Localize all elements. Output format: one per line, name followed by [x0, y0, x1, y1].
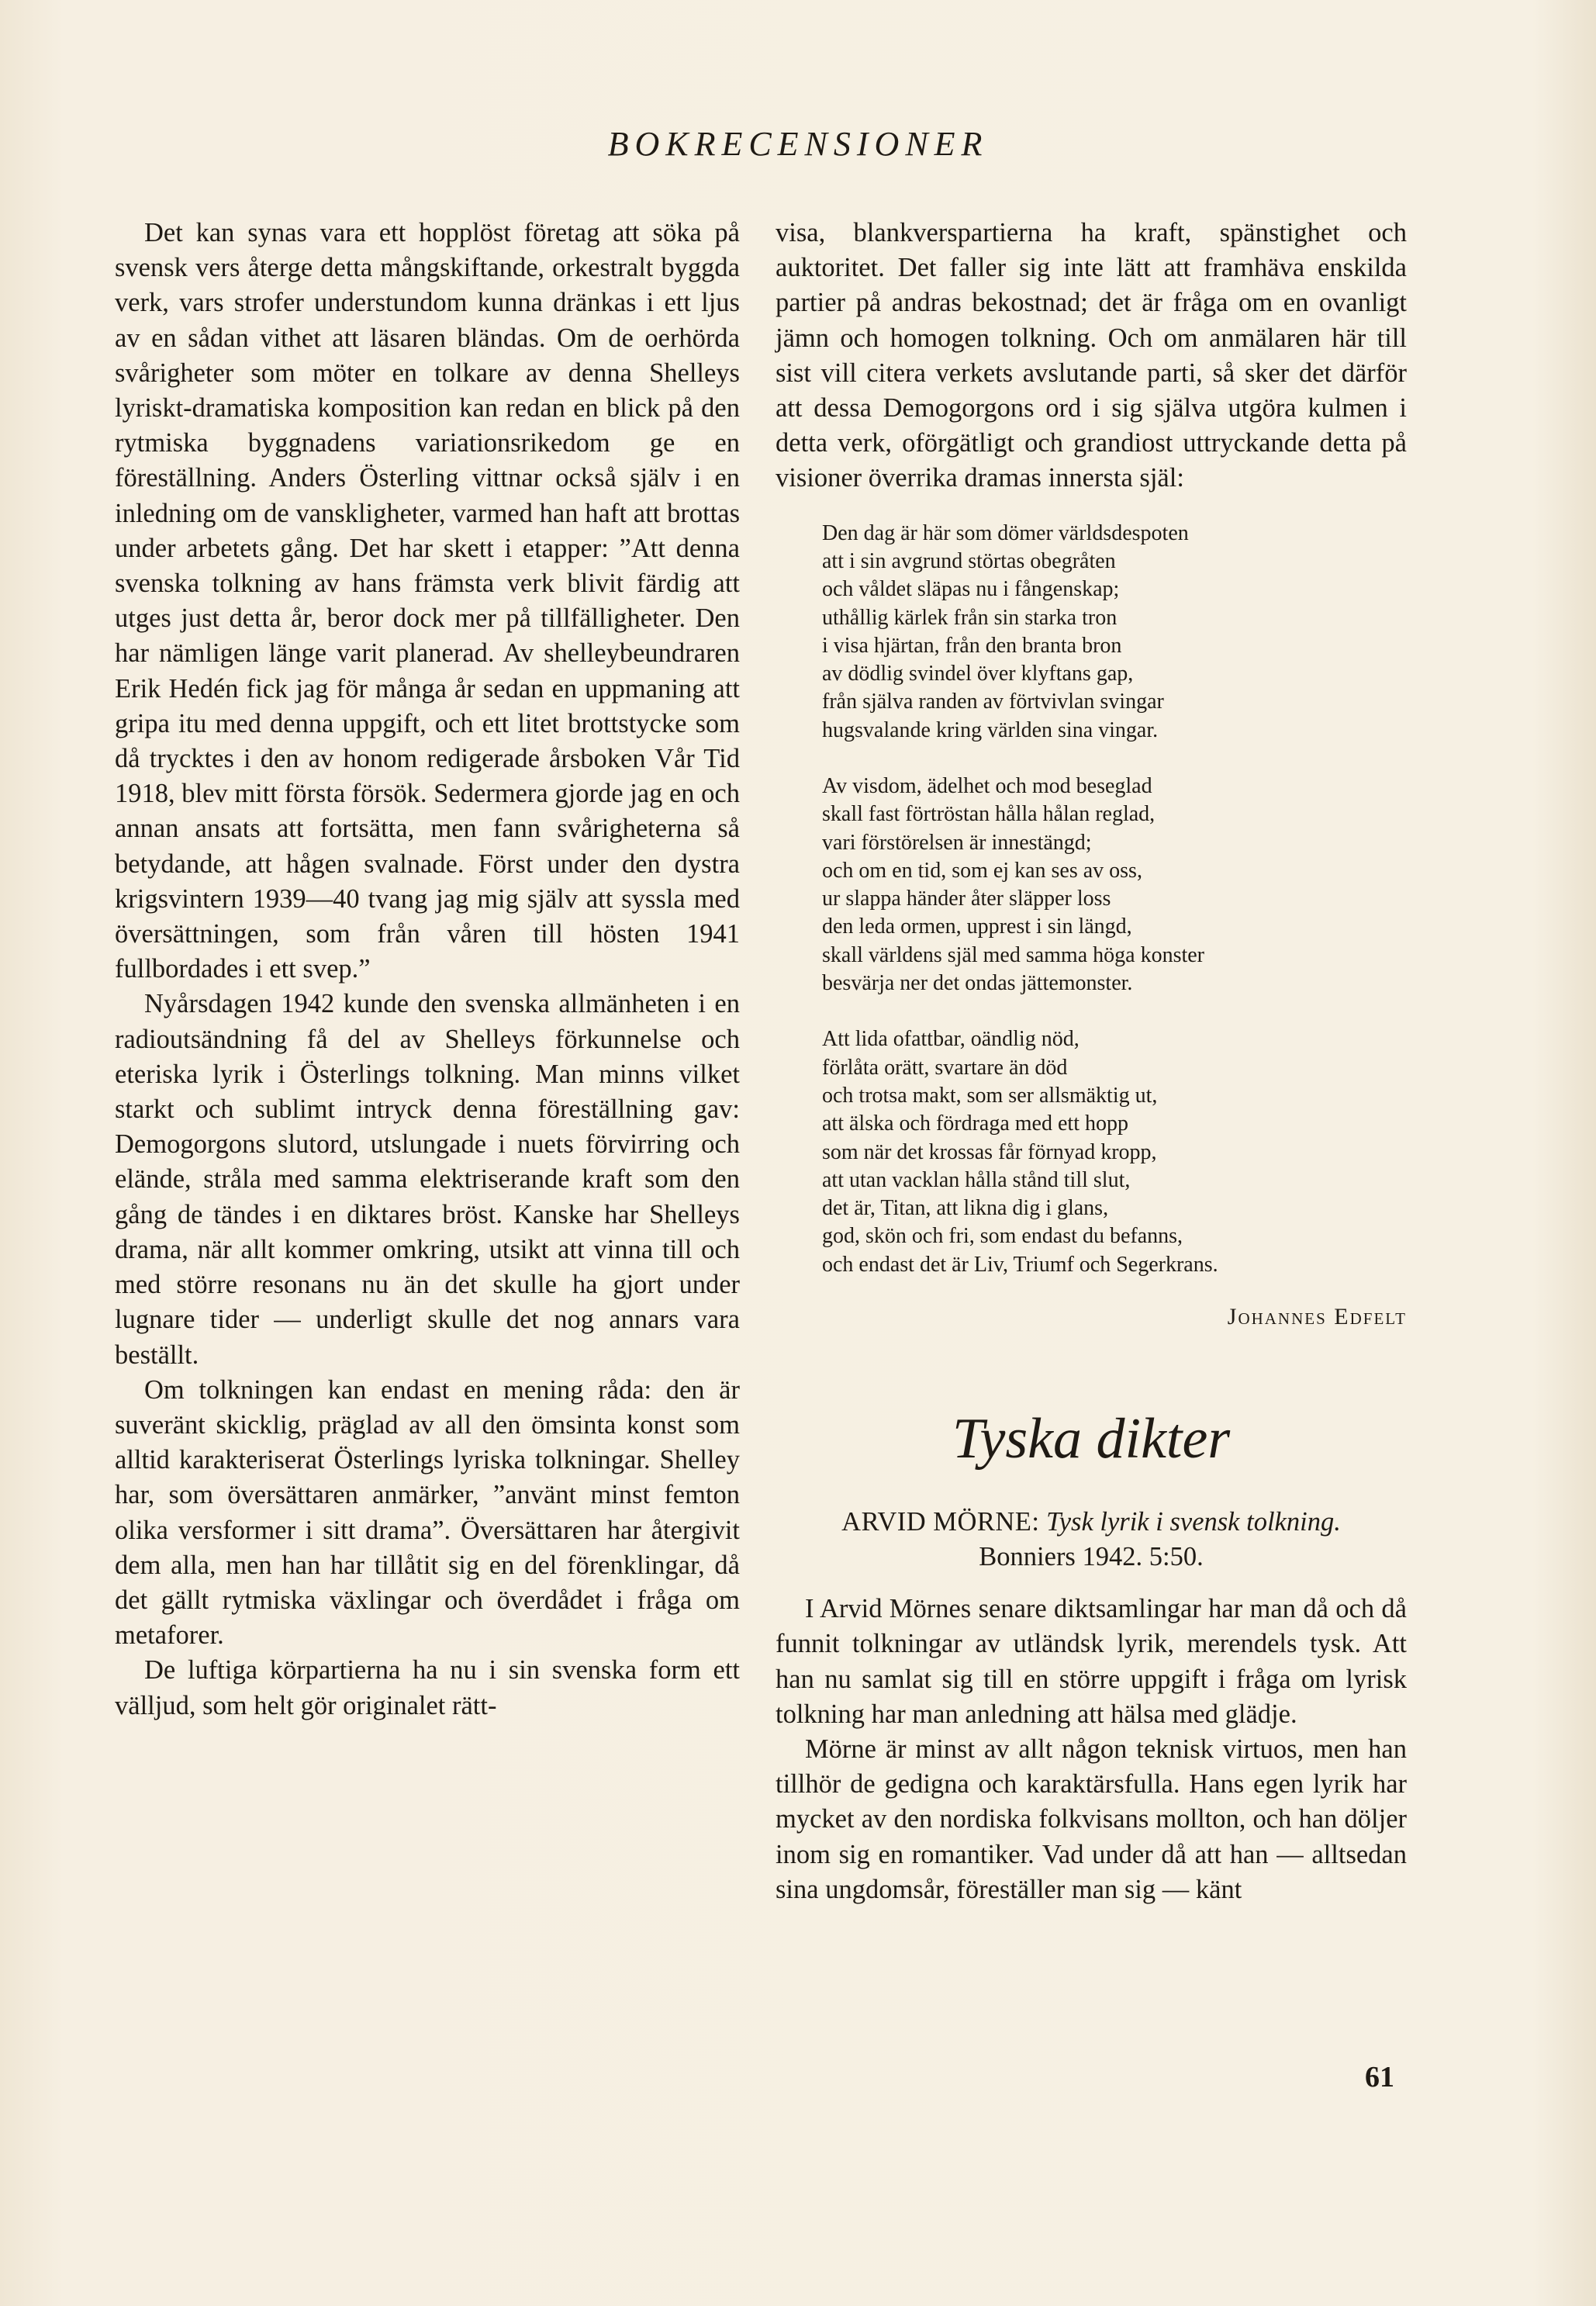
poem-line: det är, Titan, att likna dig i glans,: [822, 1196, 1109, 1221]
book-title: Tysk lyrik i svensk tolkning.: [1046, 1507, 1341, 1537]
poem-line: och våldet släpas nu i fångenskap;: [822, 577, 1120, 602]
poem-line: av dödlig svindel över klyftans gap,: [822, 662, 1134, 686]
paragraph: visa, blankverspartierna ha kraft, spänstighet och auktoritet. Det faller sig inte lätt att framhäva enskilda partier på andras bekostnad; det är fråga om en ovanligt jämn och homogen tolkning. Och om anmälaren här till sist vill citera verkets avslutande parti, så sker det därför att dessa Demogorgons ord i sig själva utgöra kulmen i detta verk, oförgätligt och grandiost uttryckande detta på visioner överrika dramas innersta själ:: [776, 218, 1407, 493]
right-column: [776, 216, 1407, 1907]
poem-line: besvärja ner det ondas jättemonster.: [822, 971, 1133, 996]
paragraph: I Arvid Mörnes senare diktsamlingar har man då och då funnit tolkningar av utländsk lyrik, merendels tysk. Att han nu samlat sig till en större uppgift i fråga om lyrisk tolkning har man anledning att hälsa med glädje.: [776, 1594, 1407, 1729]
section-title: Tyska dikter: [952, 1407, 1231, 1471]
poem-stanza: [822, 1025, 1407, 1279]
poem-quote: [822, 520, 1407, 1279]
poem-line: och om en tid, som ej kan ses av oss,: [822, 858, 1142, 883]
poem-line: att utan vacklan hålla stånd till slut,: [822, 1167, 1131, 1192]
poem-line: att i sin avgrund störtas obegråten: [822, 548, 1116, 573]
reviewer-signature: Johannes Edfelt: [1227, 1304, 1407, 1330]
poem-stanza: [822, 773, 1407, 997]
paragraph: Det kan synas vara ett hopplöst företag att söka på svensk vers återge detta mångskiftande, orkestralt byggda verk, vars strofer understundom kunna dränkas i ett ljus av en sådan vithet att läsaren bländas. Om de oerhörda svårigheter som möter en tolkare av denna Shelleys lyriskt-dramatiska komposition kan redan en blick på den rytmiska byggnadens variationsrikedom ge en föreställning. Anders Österling vittnar också själv i en inledning om de vanskligheter, varmed han haft att brottas under arbetets gång. Det har skett i etapper: ”Att denna svenska tolkning av hans främsta verk blivit färdig att utges just detta år, beror dock mer på tillfälligheter. Den har nämligen länge varit planerad. Av shelleybeundraren Erik Hedén fick jag för många år sedan en uppmaning att gripa itu med denna uppgift, och ett litet brottstycke som då trycktes i den av honom redigerade årsboken Vår Tid 1918, blev mitt första försök. Sedermera gjorde jag en och annan ansats att fortsätta, men fann svårigheterna så betydande, att hågen svalnade. Först under den dystra krigsvintern 1939—40 tvang jag mig själv att syssla med översättningen, som från våren till hösten 1941 fullbordades i ett svep.”: [115, 218, 740, 984]
poem-line: i visa hjärtan, från den branta bron: [822, 633, 1122, 658]
poem-line: Den dag är här som dömer världsdespoten: [822, 520, 1189, 545]
paragraph: Om tolkningen kan endast en mening råda: den är suveränt skicklig, präglad av all den ömsinta konst som alltid karakteriserat Österlings lyriska tolkningar. Shelley har, som översättaren anmärker, ”använt minst femton olika versformer i sitt drama”. Översättaren har återgivit dem alla, men han har tillåtit sig en del förenklingar, då det gällt rytmiska växlingar och överdådet i fråga om metaforer.: [115, 1374, 740, 1651]
poem-line: förlåta orätt, svartare än död: [822, 1055, 1068, 1080]
paragraph: Nyårsdagen 1942 kunde den svenska allmänheten i en radioutsändning få del av Shelleys förkunnelse och eteriska lyrik i Österlings tolkning. Man minns vilket starkt och sublimt intryck denna föreställning gav: Demogorgons slutord, utslungade i nuets förvirring och elände, stråla med samma elektriserande kraft som den gång de tändes i en diktares bröst. Kanske har Shelleys drama, när allt kommer omkring, utsikt att vinna till och med större resonans nu än det skulle ha gjort under lugnare tider — underligt skulle det nog annars vara beställt.: [115, 989, 740, 1370]
poem-line: Att lida ofattbar, oändlig nöd,: [822, 1027, 1080, 1052]
running-header: BOKRECENSIONER: [607, 125, 989, 163]
poem-line: skall fast förtröstan hålla hålan reglad,: [822, 802, 1156, 827]
poem-stanza: [822, 520, 1407, 745]
book-author: ARVID MÖRNE:: [841, 1507, 1040, 1537]
poem-line: hugsvalande kring världen sina vingar.: [822, 717, 1159, 742]
paragraph: De luftiga körpartierna ha nu i sin svenska form ett välljud, som helt gör originalet rätt-: [115, 1655, 740, 1720]
left-column: [115, 216, 740, 1723]
poem-line: vari förstörelsen är innestängd;: [822, 830, 1092, 855]
book-reference: [776, 1505, 1407, 1575]
poem-line: och trotsa makt, som ser allsmäktig ut,: [822, 1083, 1158, 1108]
poem-line: ur slappa händer åter släpper loss: [822, 887, 1111, 911]
poem-line: skall världens själ med samma höga konster: [822, 942, 1204, 967]
book-publisher: Bonniers 1942. 5:50.: [979, 1542, 1204, 1572]
poem-line: att älska och fördraga med ett hopp: [822, 1112, 1128, 1136]
poem-line: Av visdom, ädelhet och mod beseglad: [822, 774, 1152, 798]
poem-line: och endast det är Liv, Triumf och Segerkrans.: [822, 1252, 1218, 1277]
poem-line: från själva randen av förtvivlan svingar: [822, 690, 1164, 714]
paragraph: Mörne är minst av allt någon teknisk virtuos, men han tillhör de gedigna och karaktärsfulla. Hans egen lyrik har mycket av den nordiska folkvisans mollton, och han döljer inom sig en romantiker. Vad under då att han — alltsedan sina ungdomsår, föreställer man sig — känt: [776, 1734, 1407, 1904]
poem-line: god, skön och fri, som endast du befanns,: [822, 1224, 1183, 1249]
poem-line: den leda ormen, upprest i sin längd,: [822, 914, 1132, 939]
poem-line: som när det krossas får förnyad kropp,: [822, 1139, 1157, 1164]
poem-line: uthållig kärlek från sin starka tron: [822, 605, 1118, 630]
page-number: 61: [1365, 2061, 1394, 2093]
